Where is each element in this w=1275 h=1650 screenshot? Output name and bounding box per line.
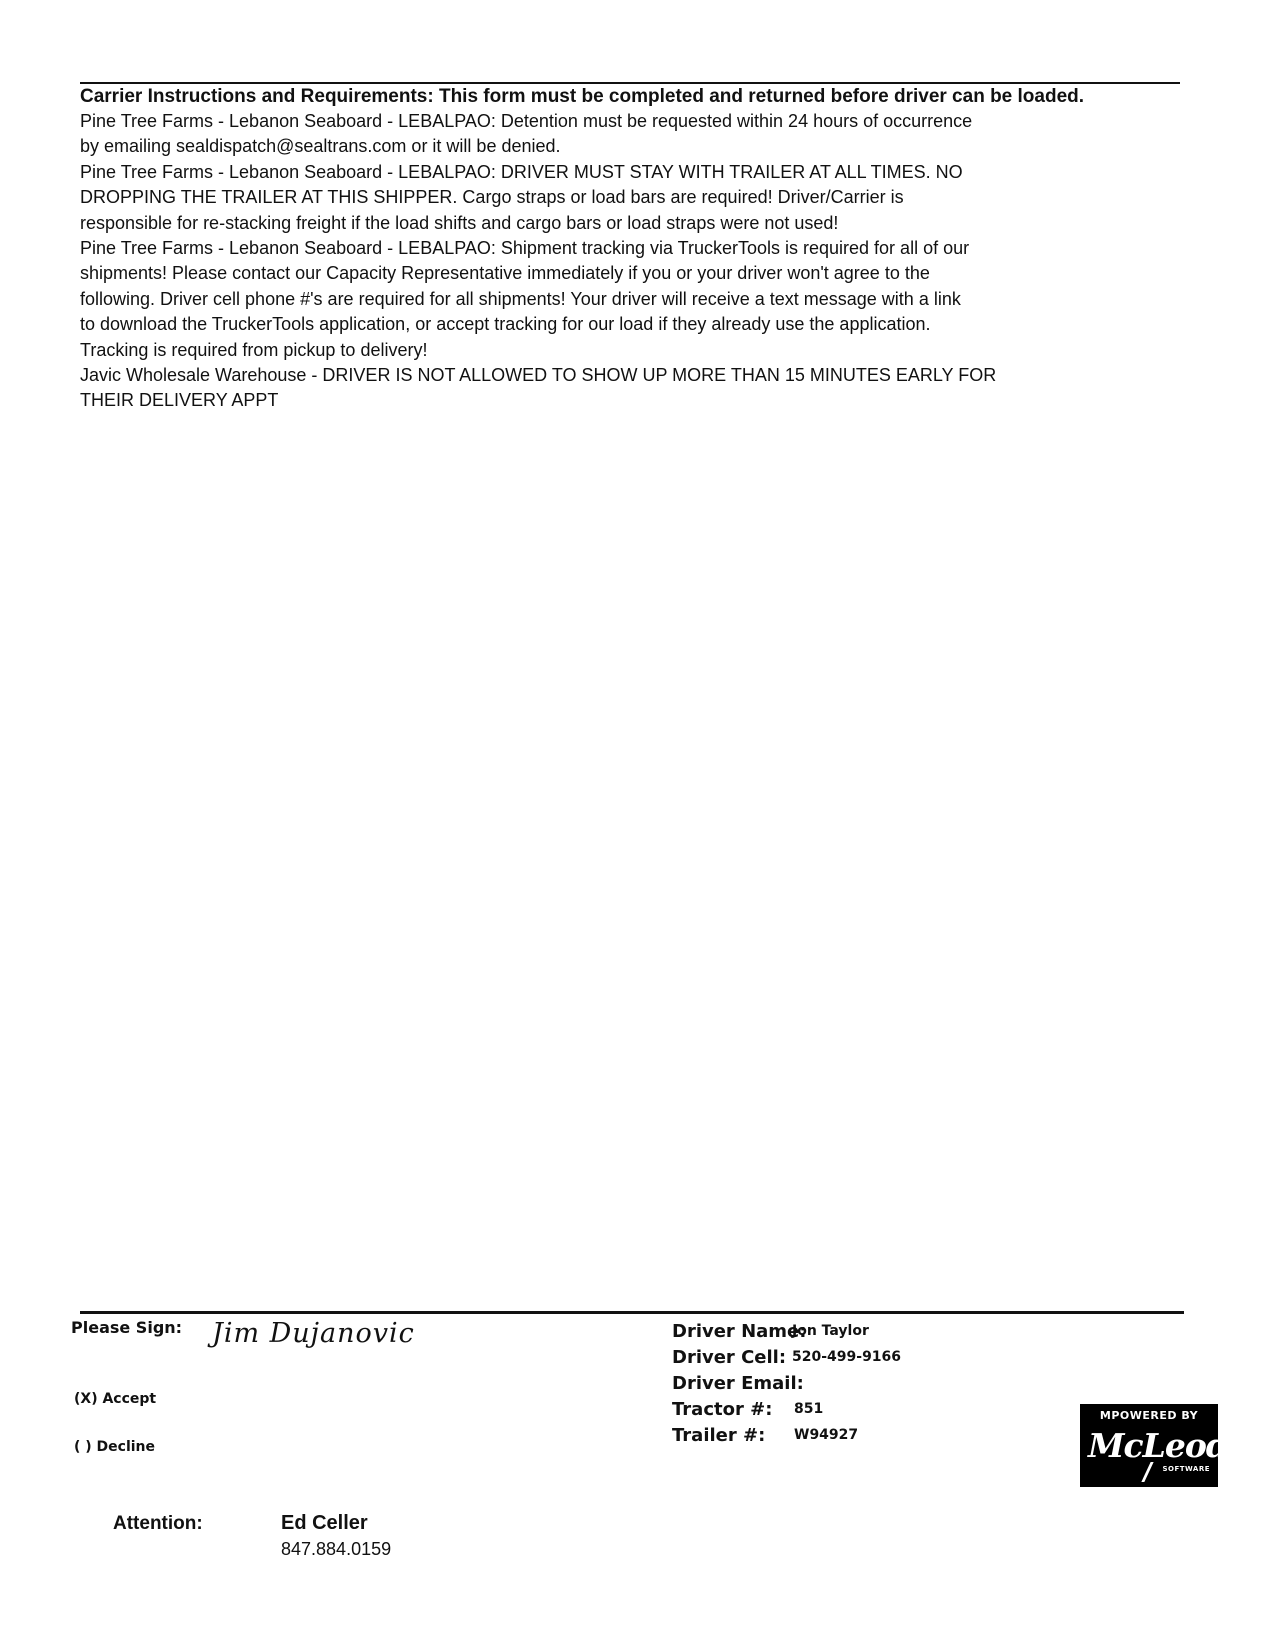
tractor-label: Tractor #: — [672, 1399, 773, 1420]
signature-divider — [80, 1311, 1184, 1314]
instruction-line: THEIR DELIVERY APPT — [80, 390, 279, 411]
instruction-line: following. Driver cell phone #'s are required for all shipments! Your driver will receive a text message with a link — [80, 288, 961, 309]
logo-software: SOFTWARE — [1162, 1465, 1210, 1473]
instruction-line: shipments! Please contact our Capacity Representative immediately if you or your driver won't agree to the — [80, 263, 930, 284]
instruction-line: to download the TruckerTools application, or accept tracking for our load if they already use the application. — [80, 314, 931, 335]
attention-phone: 847.884.0159 — [281, 1539, 392, 1559]
instruction-line: by emailing sealdispatch@sealtrans.com or it will be denied. — [80, 136, 561, 157]
driver-cell-value[interactable]: 520-499-9166 — [792, 1349, 902, 1365]
driver-email-label: Driver Email: — [672, 1373, 804, 1394]
instruction-line: responsible for re-stacking freight if the load shifts and cargo bars or load straps were not used! — [80, 212, 839, 233]
driver-name-label: Driver Name: — [672, 1321, 807, 1342]
signature[interactable]: Jim Dujanovic — [212, 1318, 415, 1349]
please-sign-label: Please Sign: — [71, 1318, 183, 1337]
trailer-label: Trailer #: — [672, 1425, 766, 1446]
mcleod-logo — [1080, 1404, 1228, 1487]
tractor-value[interactable]: 851 — [794, 1401, 824, 1417]
driver-name-value[interactable]: Jon Taylor — [792, 1323, 869, 1339]
tractor-row — [672, 1399, 824, 1425]
driver-cell-label: Driver Cell: — [672, 1347, 787, 1368]
attention-name: Ed Celler — [281, 1512, 368, 1534]
trailer-value[interactable]: W94927 — [794, 1427, 859, 1443]
instruction-line: Pine Tree Farms - Lebanon Seaboard - LEBALPAO: Detention must be requested within 24 hours of occurrence — [80, 111, 973, 131]
carrier-instructions — [80, 84, 1190, 414]
logo-powered-by: MPOWERED BY — [1099, 1409, 1199, 1422]
attention-label: Attention: — [113, 1513, 203, 1534]
driver-name-row — [672, 1321, 869, 1347]
instructions-heading: Carrier Instructions and Requirements: This form must be completed and returned before driver can be loaded. — [80, 86, 1085, 107]
instruction-line: Pine Tree Farms - Lebanon Seaboard - LEBALPAO: DRIVER MUST STAY WITH TRAILER AT ALL TIMES. NO — [80, 161, 963, 182]
instruction-line: Javic Wholesale Warehouse - DRIVER IS NOT ALLOWED TO SHOW UP MORE THAN 15 MINUTES EARLY FOR — [80, 365, 997, 386]
instruction-line: Tracking is required from pickup to delivery! — [80, 339, 428, 360]
decline-option[interactable]: ( ) Decline — [74, 1439, 156, 1455]
driver-cell-row — [672, 1347, 902, 1373]
driver-info — [672, 1321, 902, 1451]
logo-brand: McLeod — [1088, 1426, 1228, 1465]
instruction-line: Pine Tree Farms - Lebanon Seaboard - LEBALPAO: Shipment tracking via TruckerTools is required for all of our — [80, 238, 970, 259]
instruction-line: DROPPING THE TRAILER AT THIS SHIPPER. Cargo straps or load bars are required! Driver/Carrier is — [80, 187, 904, 208]
driver-email-row — [672, 1373, 806, 1399]
logo-slash-icon — [1141, 1462, 1153, 1482]
trailer-row — [672, 1425, 859, 1451]
accept-option[interactable]: (X) Accept — [74, 1391, 157, 1407]
